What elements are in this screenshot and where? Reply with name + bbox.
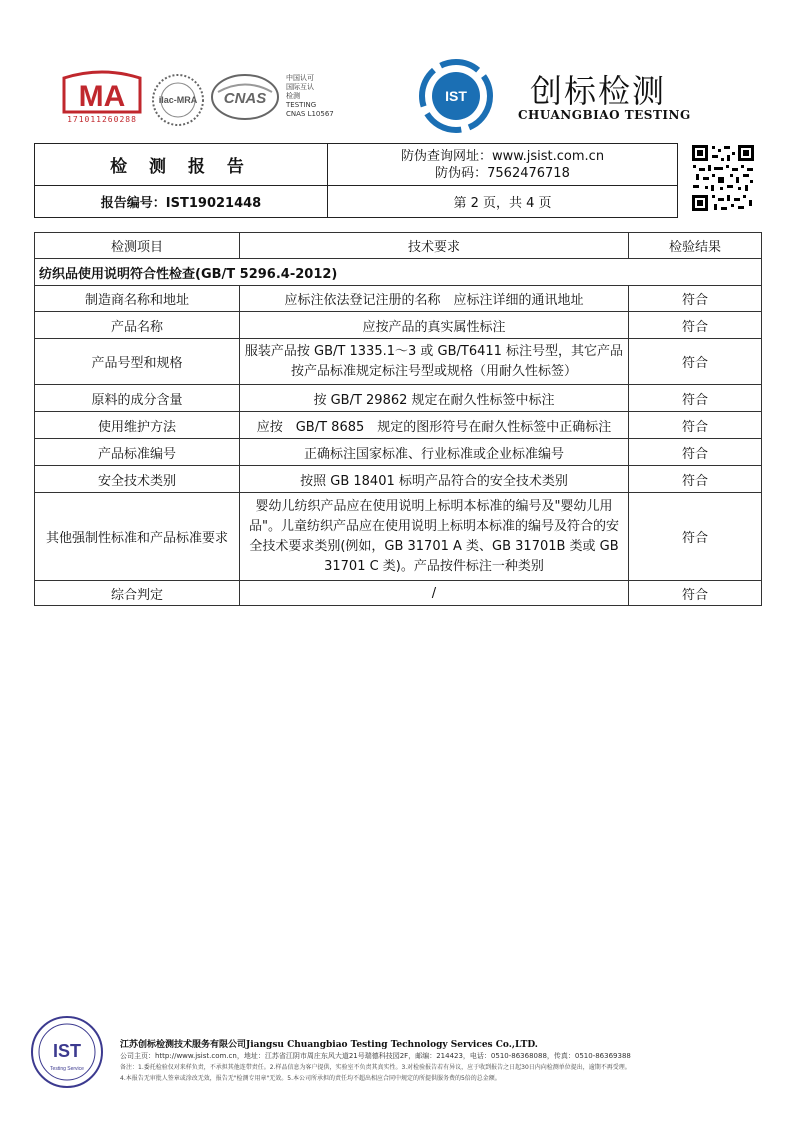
section-row [35, 259, 762, 286]
cnas-caption-line: 检测 [286, 92, 300, 100]
requirement-cell: 应按 GB/T 8685 规定的图形符号在耐久性标签中正确标注 [240, 412, 629, 439]
result-cell: 符合 [629, 339, 762, 385]
inspection-table [34, 232, 762, 606]
item-cell: 其他强制性标准和产品标准要求 [35, 493, 240, 581]
ilac-mra-logo [150, 72, 206, 128]
anti-fake-url: 防伪查询网址：www.jsist.com.cn [400, 148, 605, 164]
column-header: 技术要求 [240, 233, 629, 259]
column-header: 检测项目 [35, 233, 240, 259]
footer-note-2: 4.本报告无审批人签章或涂改无效，报告无"检测专用章"无效。5.本公司所承担的责任均不超出相应合同中规定的所提供服务费的5倍的总金额。 [120, 1075, 501, 1082]
requirement-cell: 应按产品的真实属性标注 [240, 312, 629, 339]
seal-text: IST [52, 1041, 82, 1061]
cma-text: MA [78, 80, 126, 113]
requirement-cell: 应标注依法登记注册的名称 应标注详细的通讯地址 [240, 286, 629, 312]
item-cell: 安全技术类别 [35, 466, 240, 493]
cnas-caption-line: 中国认可 [286, 74, 314, 82]
result-cell: 符合 [629, 466, 762, 493]
ist-text: IST [445, 88, 467, 104]
cma-number: 171011260288 [67, 115, 137, 124]
table-row [35, 581, 762, 606]
report-title: 检 测 报 告 [35, 144, 328, 186]
anti-fake-info [328, 144, 678, 186]
ist-logo [418, 58, 494, 134]
result-cell: 符合 [629, 412, 762, 439]
table-row [35, 493, 762, 581]
anti-fake-code: 防伪码：7562476718 [435, 165, 570, 181]
table-row [35, 312, 762, 339]
item-cell: 原料的成分含量 [35, 385, 240, 412]
ilac-text: ilac-MRA [158, 95, 198, 105]
result-cell: 符合 [629, 439, 762, 466]
requirement-cell: 按照 GB 18401 标明产品符合的安全技术类别 [240, 466, 629, 493]
requirement-cell: 婴幼儿纺织产品应在使用说明上标明本标准的编号及"婴幼儿用品"。儿童纺织产品应在使用说明上标明本标准的编号及符合的安全技术要求类别(例如，GB 31701 A 类、GB 31701B 类或 GB 31701 C 类)。产品按件标注一种类别 [240, 493, 629, 581]
cnas-caption-line: TESTING [286, 101, 317, 109]
requirement-cell: 按 GB/T 29862 规定在耐久性标签中标注 [240, 385, 629, 412]
column-header: 检验结果 [629, 233, 762, 259]
result-cell: 符合 [629, 385, 762, 412]
cnas-text: CNAS [223, 90, 267, 107]
result-cell: 符合 [629, 286, 762, 312]
item-cell: 产品标准编号 [35, 439, 240, 466]
page-info: 第 2 页，共 4 页 [328, 186, 678, 218]
requirement-cell: / [240, 581, 629, 606]
company-seal [30, 1015, 104, 1089]
item-cell: 使用维护方法 [35, 412, 240, 439]
table-row [35, 466, 762, 493]
item-cell: 产品名称 [35, 312, 240, 339]
footer-note-1: 备注：1.委托检验仅对来样负责，不承担其他连带责任。2.样品信息为客户提供，实验室不负责其真实性。3.对检验报告若有异议，应于收到报告之日起30日内向检测单位提出，逾期不再受理。 [120, 1064, 631, 1071]
cnas-caption-line: CNAS L10567 [286, 110, 334, 118]
seal-sub: Testing Service [50, 1066, 84, 1072]
table-header-row [35, 233, 762, 259]
item-cell: 制造商名称和地址 [35, 286, 240, 312]
item-cell: 综合判定 [35, 581, 240, 606]
brand-english: CHUANGBIAO TESTING [518, 108, 691, 122]
table-row [35, 286, 762, 312]
company-name: 江苏创标检测技术服务有限公司Jiangsu Chuangbiao Testing Technology Services Co.,LTD. [120, 1040, 538, 1050]
cnas-caption [286, 74, 334, 119]
table-row [35, 412, 762, 439]
requirement-cell: 正确标注国家标准、行业标准或企业标准编号 [240, 439, 629, 466]
cnas-logo [210, 72, 280, 122]
table-row [35, 385, 762, 412]
brand-name: 创标检测 [530, 72, 667, 110]
requirement-cell: 服装产品按 GB/T 1335.1～3 或 GB/T6411 标注号型，其它产品按产品标准规定标注号型或规格（用耐久性标签） [240, 339, 629, 385]
report-number: 报告编号：IST19021448 [35, 186, 328, 218]
result-cell: 符合 [629, 312, 762, 339]
company-contact: 公司主页：http://www.jsist.com.cn，地址：江苏省江阴市周庄东风大道21号瑞德科技园2F，邮编：214423，电话：0510-86368088，传真：0510-86369388 [120, 1052, 631, 1060]
table-row [35, 339, 762, 385]
qr-code[interactable] [690, 143, 756, 213]
result-cell: 符合 [629, 581, 762, 606]
report-header [34, 143, 678, 218]
result-cell: 符合 [629, 493, 762, 581]
cnas-caption-line: 国际互认 [286, 83, 314, 91]
section-title: 纺织品使用说明符合性检查(GB/T 5296.4-2012) [35, 259, 762, 286]
table-row [35, 439, 762, 466]
item-cell: 产品号型和规格 [35, 339, 240, 385]
